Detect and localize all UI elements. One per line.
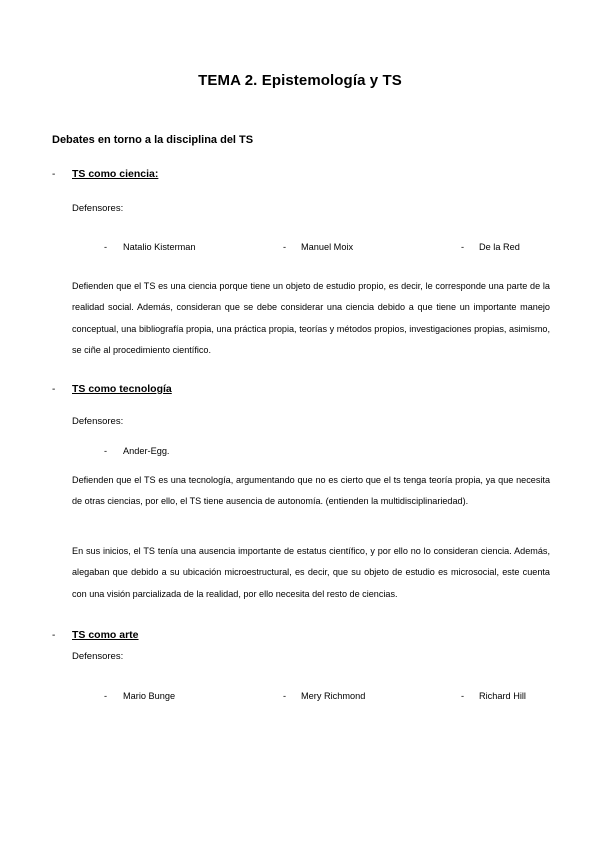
paragraph: Defienden que el TS es una ciencia porque tiene un objeto de estudio propio, es decir, le corresponde una parte de la realidad social. Además, consideran que se debe considerar una ciencia debido a que tiene un importante manejo conceptual, una bibliografía propia, una práctica propia, teorías y métodos propios, investigaciones propias, asimismo, se ciñe al procedimiento científico. bbox=[72, 281, 550, 355]
paragraph: Defienden que el TS es una tecnología, argumentando que no es cierto que el ts tenga teoría propia, ya que necesita de otras ciencias, por ello, el TS tiene ausencia de autonomía. (entienden la multidisciplinariedad). bbox=[72, 475, 550, 507]
list-bullet: - bbox=[104, 242, 108, 252]
section-title-tecnologia: TS como tecnología bbox=[72, 383, 172, 395]
section-bullet: - bbox=[52, 384, 56, 395]
defensores-label: Defensores: bbox=[72, 651, 124, 662]
page-title: TEMA 2. Epistemología y TS bbox=[198, 72, 402, 89]
section-title-arte: TS como arte bbox=[72, 629, 139, 641]
defender-name: Ander-Egg. bbox=[123, 446, 170, 456]
defender-name: Mery Richmond bbox=[301, 691, 366, 701]
defender-name: Manuel Moix bbox=[301, 242, 354, 252]
list-bullet: - bbox=[104, 446, 108, 456]
paragraph: En sus inicios, el TS tenía una ausencia importante de estatus científico, y por ello no lo consideran ciencia. Además, alegaban que debido a su ubicación microestructural, es decir, que su objeto de estudio es microsocial, este cuenta con una visión parcializada de la realidad, por ello necesita del resto de ciencias. bbox=[72, 546, 550, 599]
list-bullet: - bbox=[461, 242, 465, 252]
defender-name: Natalio Kisterman bbox=[123, 242, 196, 252]
defender-name: Richard Hill bbox=[479, 691, 526, 701]
list-bullet: - bbox=[283, 691, 287, 701]
list-bullet: - bbox=[461, 691, 465, 701]
list-bullet: - bbox=[104, 691, 108, 701]
section-title-ciencia: TS como ciencia: bbox=[72, 168, 159, 180]
list-bullet: - bbox=[283, 242, 287, 252]
section-bullet: - bbox=[52, 630, 56, 641]
defensores-label: Defensores: bbox=[72, 416, 124, 427]
defender-name: Mario Bunge bbox=[123, 691, 176, 701]
section-bullet: - bbox=[52, 169, 56, 180]
section-heading: Debates en torno a la disciplina del TS bbox=[52, 134, 254, 146]
defender-name: De la Red bbox=[479, 242, 520, 252]
defensores-label: Defensores: bbox=[72, 203, 124, 214]
